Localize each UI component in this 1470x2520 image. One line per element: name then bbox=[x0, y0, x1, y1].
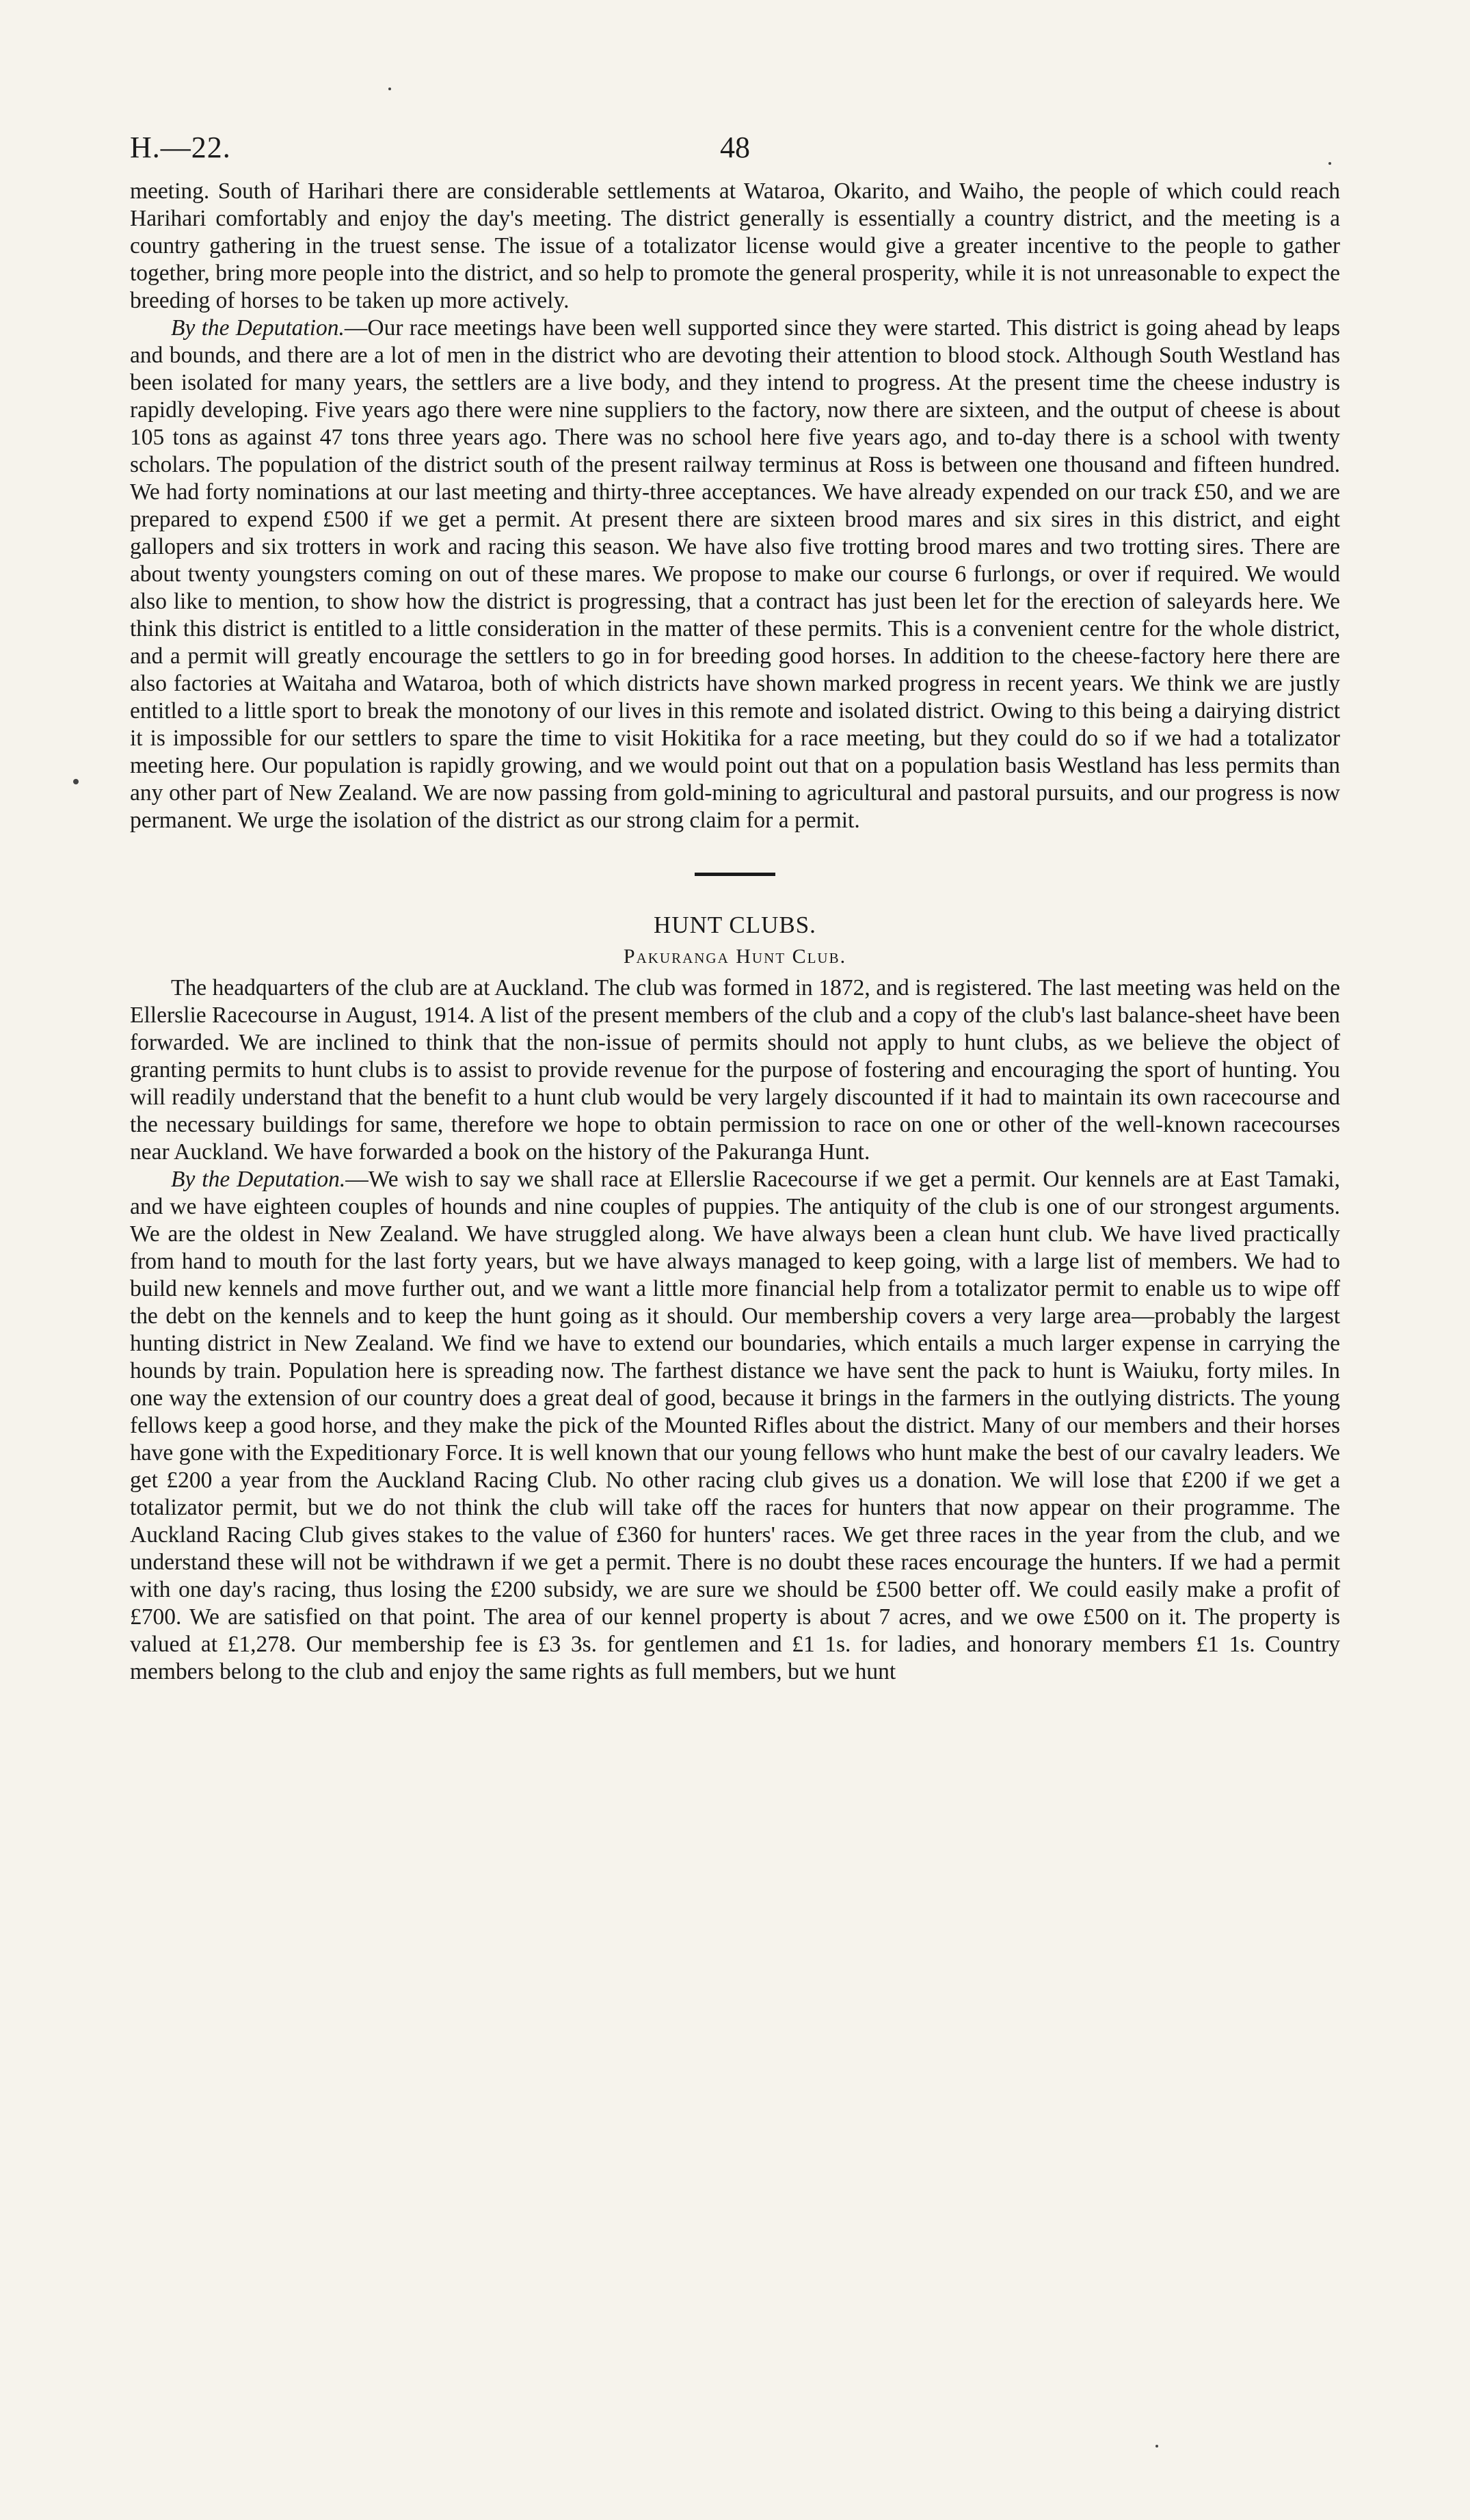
subsection-title: Pakuranga Hunt Club. bbox=[623, 945, 847, 968]
margin-speck bbox=[1155, 2445, 1158, 2448]
club-statement-paragraph: The headquarters of the club are at Auckland. The club was formed in 1872, and is registered. The last meeting was held on the Ellerslie Racecourse in August, 1914. A list of the present members of the club and a copy of the club's last balance-sheet have been forwarded. We are inclined to think that the non-issue of permits should not apply to hunt clubs, as we believe the object of granting permits to hunt clubs is to assist to provide revenue for the purpose of fostering and encouraging the sport of hunting. You will readily understand that the benefit to a hunt club would be very largely discounted if it had to maintain its own racecourse and the necessary buildings for same, therefore we hope to obtain permission to race on one or other of the well-known racecourses near Auckland. We have forwarded a book on the history of the Pakuranga Hunt. bbox=[130, 975, 1340, 1165]
section-title: HUNT CLUBS. bbox=[654, 912, 816, 938]
club-deputation-paragraph bbox=[130, 1166, 1340, 1686]
club-deputation-text: —We wish to say we shall race at Ellerslie Racecourse if we get a permit. Our kennels are at East Tamaki, and we have eighteen couples of hounds and nine couples of puppies. The antiquity of the club is one of our strongest arguments. We are the oldest in New Zealand. We have struggled along. We have always been a clean hunt club. We have lived practically from hand to mouth for the last forty years, but we have always managed to keep going, with a large list of members. We had to build new kennels and move further out, and we want a little more financial help from a totalizator permit to enable us to wipe off the debt on the kennels and to keep the hunt going as it should. Our membership covers a very large area—probably the largest hunting district in New Zealand. We find we have to extend our boundaries, which entails a much larger expense in carrying the hounds by train. Population here is spreading now. The farthest distance we have sent the pack to hunt is Waiuku, forty miles. In one way the extension of our country does a great deal of good, because it brings in the farmers in the outlying districts. The young fellows keep a good horse, and they make the pick of the Mounted Rifles about the district. Many of our members and their horses have gone with the Expeditionary Force. It is well known that our young fellows who hunt make the best of our cavalry leaders. We get £200 a year from the Auckland Racing Club. No other racing club gives us a donation. We will lose that £200 if we get a totalizator permit, but we do not think the club will take off the races for hunters that now appear on their programme. The Auckland Racing Club gives stakes to the value of £360 for hunters' races. We get three races in the year from the club, and we understand these will not be withdrawn if we get a permit. There is no doubt these races encourage the hunters. If we had a permit with one day's racing, thus losing the £200 subsidy, we are sure we should be £500 better off. We could easily make a profit of £700. We are satisfied on that point. The area of our kennel property is about 7 acres, and we owe £500 on it. The property is valued at £1,278. Our membership fee is £3 3s. for gentlemen and £1 1s. for ladies, and honorary members £1 1s. Country members belong to the club and enjoy the same rights as full members, but we hunt bbox=[130, 1167, 1340, 1684]
page-number: 48 bbox=[720, 131, 750, 164]
page-header bbox=[130, 130, 1340, 178]
club-deputation-speaker: By the Deputation. bbox=[171, 1167, 346, 1192]
deputation-paragraph bbox=[130, 315, 1340, 834]
document-page bbox=[130, 130, 1340, 1686]
section-divider bbox=[695, 873, 775, 876]
continuation-paragraph: meeting. South of Harihari there are considerable settlements at Wataroa, Okarito, and Waiho, the people of which could reach Harihari comfortably and enjoy the day's meeting. The district generally is essentially a country district, and the meeting is a country gathering in the truest sense. The issue of a totalizator license would give a greater incentive to the people to gather together, bring more people into the district, and so help to promote the general prosperity, while it is not unreasonable to expect the breeding of horses to be taken up more actively. bbox=[130, 178, 1340, 313]
margin-speck bbox=[388, 88, 391, 90]
deputation-text: —Our race meetings have been well supported since they were started. This district is going ahead by leaps and bounds, and there are a lot of men in the district who are devoting their attention to blood stock. Although South Westland has been isolated for many years, the settlers are a live body, and they intend to progress. At the present time the cheese industry is rapidly developing. Five years ago there were nine suppliers to the factory, now there are sixteen, and the output of cheese is about 105 tons as against 47 tons three years ago. There was no school here five years ago, and to-day there is a school with twenty scholars. The population of the district south of the present railway terminus at Ross is between one thousand and fifteen hundred. We had forty nominations at our last meeting and thirty-three acceptances. We have already expended on our track £50, and we are prepared to expend £500 if we get a permit. At present there are sixteen brood mares and six sires in this district, and eight gallopers and six trotters in work and racing this season. We have also five trotting brood mares and two trotting sires. There are about twenty youngsters coming on out of these mares. We propose to make our course 6 furlongs, or over if required. We would also like to mention, to show how the district is progressing, that a contract has just been let for the erection of saleyards here. We think this district is entitled to a little consideration in the matter of these permits. This is a convenient centre for the whole district, and a permit will greatly encourage the settlers to go in for breeding good horses. In addition to the cheese-factory here there are also factories at Waitaha and Wataroa, both of which districts have shown marked progress in recent years. We think we are justly entitled to a little sport to break the monotony of our lives in this remote and isolated district. Owing to this being a dairying district it is impossible for our settlers to spare the time to visit Hokitika for a race meeting, but they could do so if we had a totalizator meeting here. Our population is rapidly growing, and we would point out that on a population basis Westland has less permits than any other part of New Zealand. We are now passing from gold-mining to agricultural and pastoral pursuits, and our progress is now permanent. We urge the isolation of the district as our strong claim for a permit. bbox=[130, 315, 1340, 833]
document-reference: H.—22. bbox=[130, 131, 231, 164]
margin-bullet bbox=[73, 779, 79, 784]
deputation-speaker: By the Deputation. bbox=[171, 315, 345, 341]
